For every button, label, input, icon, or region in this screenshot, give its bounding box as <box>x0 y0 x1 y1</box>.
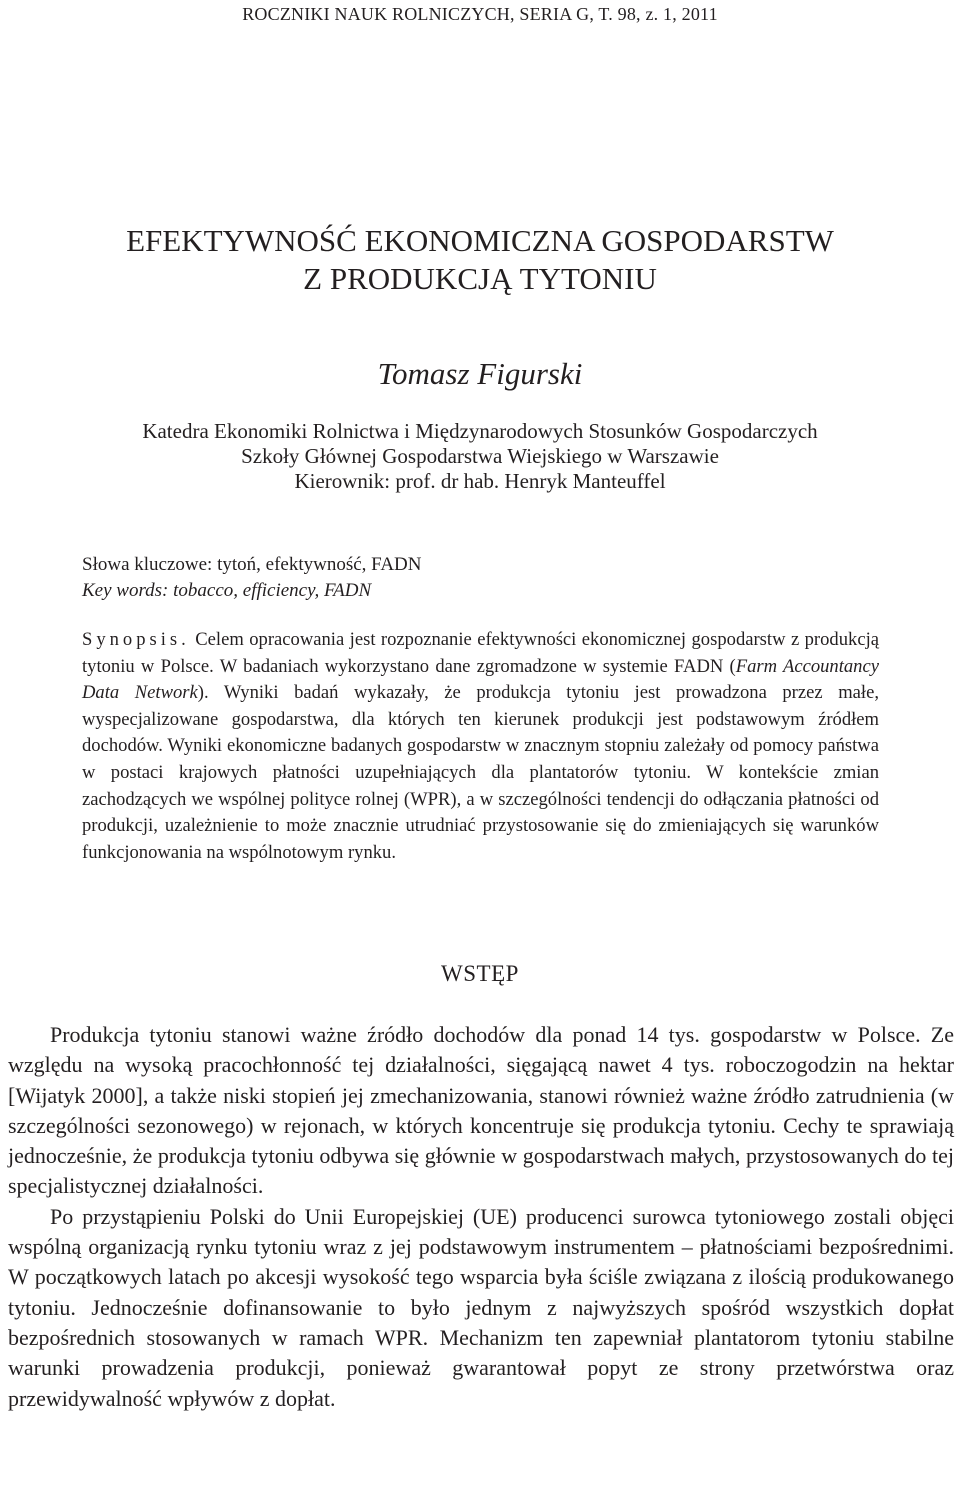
journal-header: ROCZNIKI NAUK ROLNICZYCH, SERIA G, T. 98, z. 1, 2011 <box>242 4 718 24</box>
body-paragraph: Produkcja tytoniu stanowi ważne źródło dochodów dla ponad 14 tys. gospodarstw w Polsce. Ze względu na wysoką pracochłonność tej działalności, sięgającą nawet 4 tys. roboczogodzin na hektar [Wijatyk 2000], a także niski stopień jej zmechanizowania, stanowi również ważne źródło zatrudnienia (w szczególności sezonowego) w rejonach, w których koncentruje się produkcja tytoniu. Cechy te sprawiają jednocześnie, że produkcja tytoniu odbywa się głównie w gospodarstwach małych, przystosowanych do tej specjalistycznej działalności. <box>8 1022 954 1199</box>
affiliation-line-3: Kierownik: prof. dr hab. Henryk Manteuffel <box>294 469 666 493</box>
keywords-english: Key words: tobacco, efficiency, FADN <box>82 580 372 601</box>
synopsis-italic-term: Farm Accountancy Data Network <box>82 655 879 704</box>
affiliation-line-1: Katedra Ekonomiki Rolnictwa i Międzynarodowych Stosunków Gospodarczych <box>142 419 818 443</box>
keywords-polish: Słowa kluczowe: tytoń, efektywność, FADN <box>82 554 422 575</box>
section-body <box>8 1020 954 1414</box>
section-heading: WSTĘP <box>441 961 519 986</box>
affiliation-line-2: Szkoły Głównej Gospodarstwa Wiejskiego w Warszawie <box>241 444 719 468</box>
article-title-line-1: EFEKTYWNOŚĆ EKONOMICZNA GOSPODARSTW <box>126 223 834 258</box>
affiliation <box>0 419 960 494</box>
author-name: Tomasz Figurski <box>377 356 583 391</box>
article-title <box>0 222 960 298</box>
synopsis-text-1: Celem opracowania jest rozpoznanie efektywności ekonomicznej gospodarstw z produkcją tytoniu w Polsce. W badaniach wykorzystano dane zgromadzone w systemie FADN ( <box>82 629 879 677</box>
synopsis-text-2: ). Wyniki badań wykazały, że produkcja tytoniu jest prowadzona przez małe, wyspecjalizowane gospodarstwa, dla których ten kierunek produkcji jest podstawowym źródłem dochodów. Wyniki ekonomiczne badanych gospodarstw w znacznym stopniu zależały od pomocy państwa w postaci krajowych płatności uzupełniających dla plantatorów tytoniu. W kontekście zmian zachodzących we wspólnej polityce rolnej (WPR), a w szczególności tendencji do odłączania płatności od produkcji, uzależnienie to może znacznie utrudniać przystosowanie się do zmieniających się warunków funkcjonowania na wspólnotowym rynku. <box>82 682 879 863</box>
article-title-line-2: Z PRODUKCJĄ TYTONIU <box>303 261 657 296</box>
body-paragraph: Po przystąpieniu Polski do Unii Europejskiej (UE) producenci surowca tytoniowego zostali objęci wspólną organizacją rynku tytoniu wraz z jej podstawowym instrumentem – płatnościami bezpośrednimi. W początkowych latach po akcesji wysokość tego wsparcia była ściśle związana z ilością produkowanego tytoniu. Jednocześnie dofinansowanie to było jednym z najwyższych spośród wszystkich dopłat bezpośrednich stosowanych w ramach WPR. Mechanizm ten zapewniał plantatorom tytoniu stabilne warunki prowadzenia produkcji, ponieważ gwarantował popyt ze strony przetwórstwa oraz przewidywalność wpływów z dopłat. <box>8 1203 954 1411</box>
synopsis-label: Synopsis. <box>82 629 190 650</box>
synopsis <box>82 627 879 866</box>
